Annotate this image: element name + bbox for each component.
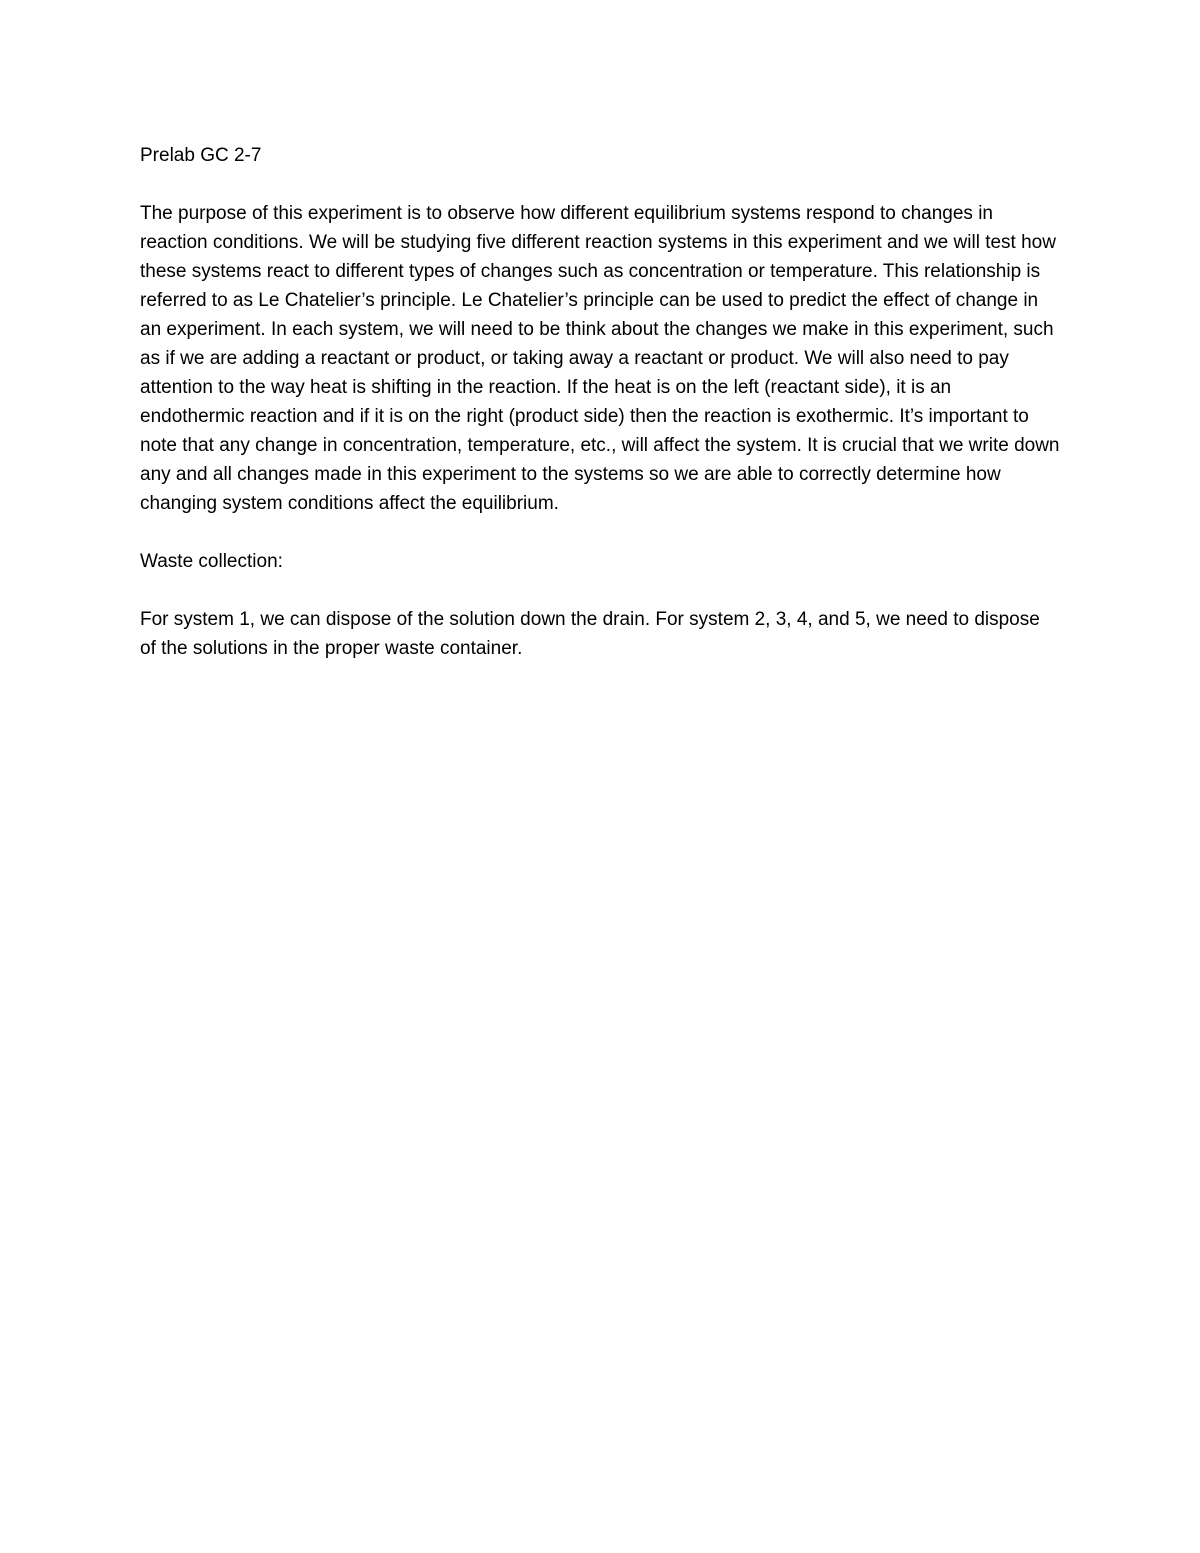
document-body bbox=[140, 141, 1060, 663]
waste-collection-paragraph: For system 1, we can dispose of the solution down the drain. For system 2, 3, 4, and 5, we need to dispose of the solutions in the proper waste container. bbox=[140, 609, 1040, 659]
waste-collection-heading: Waste collection: bbox=[140, 551, 283, 572]
document-title: Prelab GC 2-7 bbox=[140, 145, 262, 166]
purpose-paragraph: The purpose of this experiment is to observe how different equilibrium systems respond to changes in reaction conditions. We will be studying five different reaction systems in this experiment and we will test how these systems react to different types of changes such as concentration or temperature. This relationship is referred to as Le Chatelier’s principle. Le Chatelier’s principle can be used to predict the effect of change in an experiment. In each system, we will need to be think about the changes we make in this experiment, such as if we are adding a reactant or product, or taking away a reactant or product. We will also need to pay attention to the way heat is shifting in the reaction. If the heat is on the left (reactant side), it is an endothermic reaction and if it is on the right (product side) then the reaction is exothermic. It’s important to note that any change in concentration, temperature, etc., will affect the system. It is crucial that we write down any and all changes made in this experiment to the systems so we are able to correctly determine how changing system conditions affect the equilibrium. bbox=[140, 203, 1060, 514]
